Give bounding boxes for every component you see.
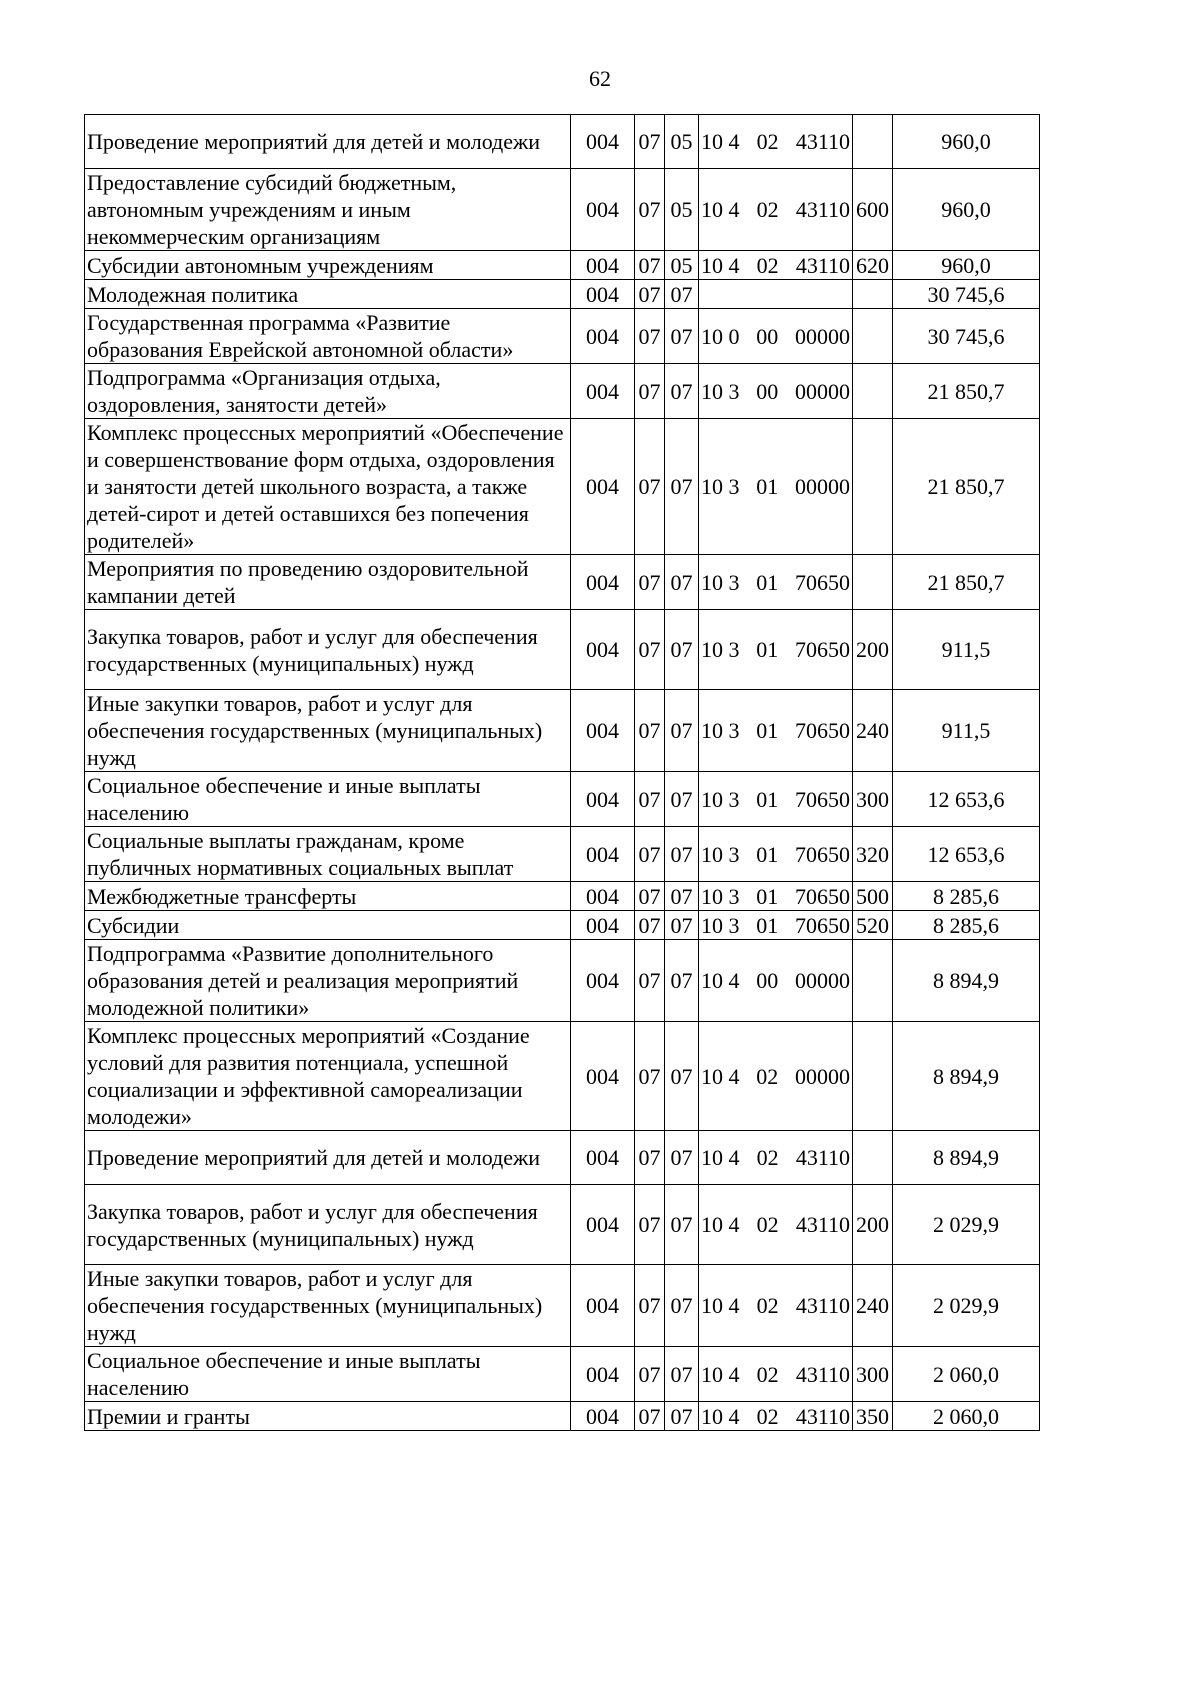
- table-row: [85, 911, 1040, 940]
- csr-part: 43110: [795, 1145, 850, 1170]
- csr-part: 01: [756, 474, 779, 499]
- csr-part: 10 3: [701, 378, 740, 404]
- row-csr-cell: [699, 610, 853, 690]
- row-rz-cell: 07: [635, 1185, 665, 1265]
- table-row: [85, 115, 1040, 169]
- row-csr-cell: [699, 827, 853, 882]
- row-name-cell: Проведение мероприятий для детей и молодежи: [85, 115, 571, 169]
- row-rz-cell: 07: [635, 827, 665, 882]
- row-name-cell: Социальные выплаты гражданам, кроме публичных нормативных социальных выплат: [85, 827, 571, 882]
- csr-part: 01: [756, 841, 779, 867]
- row-sum-cell: 8 285,6: [893, 911, 1040, 940]
- row-csr-cell: [699, 309, 853, 364]
- csr-part: 01: [756, 718, 779, 743]
- table-row: [85, 1022, 1040, 1131]
- row-sum-cell: 960,0: [893, 251, 1040, 280]
- row-sum-cell: 21 850,7: [893, 419, 1040, 555]
- row-csr-cell: [699, 115, 853, 169]
- csr-part: 02: [756, 1361, 779, 1387]
- row-csr-cell: [699, 419, 853, 555]
- row-csr-cell: [699, 1347, 853, 1402]
- row-rz-cell: 07: [635, 1347, 665, 1402]
- row-gr-cell: 004: [571, 772, 635, 827]
- row-vr-cell: 600: [853, 169, 893, 251]
- csr-part: 10 4: [701, 968, 740, 993]
- table-row: [85, 827, 1040, 882]
- budget-table: [84, 114, 1040, 1431]
- csr-code: [701, 1403, 850, 1430]
- row-sum-cell: 12 653,6: [893, 772, 1040, 827]
- row-name-cell: Межбюджетные трансферты: [85, 882, 571, 911]
- row-rz-cell: 07: [635, 1265, 665, 1347]
- csr-code: [701, 967, 850, 994]
- row-rz-cell: 07: [635, 280, 665, 309]
- row-pr-cell: 07: [665, 309, 699, 364]
- row-name-cell: Иные закупки товаров, работ и услуг для обеспечения государственных (муниципальных) нужд: [85, 690, 571, 772]
- row-vr-cell: 350: [853, 1402, 893, 1431]
- table-row: [85, 1347, 1040, 1402]
- csr-part: 00: [756, 378, 779, 404]
- csr-part: 43110: [795, 197, 850, 222]
- csr-part: 10 3: [701, 786, 740, 812]
- csr-part: 43110: [795, 1403, 850, 1429]
- table-row: [85, 882, 1040, 911]
- csr-part: 10 4: [701, 1403, 740, 1429]
- csr-part: 43110: [795, 252, 850, 278]
- row-vr-cell: [853, 309, 893, 364]
- row-name-cell: Субсидии: [85, 911, 571, 940]
- row-rz-cell: 07: [635, 911, 665, 940]
- row-name-cell: Мероприятия по проведению оздоровительной кампании детей: [85, 555, 571, 610]
- row-name-cell: Молодежная политика: [85, 280, 571, 309]
- row-sum-cell: 8 285,6: [893, 882, 1040, 911]
- csr-part: 00000: [795, 474, 850, 499]
- row-rz-cell: 07: [635, 940, 665, 1022]
- row-rz-cell: 07: [635, 115, 665, 169]
- row-vr-cell: [853, 419, 893, 555]
- csr-code: [701, 1292, 850, 1319]
- csr-part: 02: [756, 129, 779, 154]
- row-sum-cell: 8 894,9: [893, 1131, 1040, 1185]
- csr-part: 02: [756, 1145, 779, 1170]
- csr-code: [701, 378, 850, 405]
- csr-code: [701, 883, 850, 910]
- csr-code: [701, 569, 850, 596]
- csr-code: [701, 841, 850, 868]
- row-gr-cell: 004: [571, 940, 635, 1022]
- row-vr-cell: 240: [853, 1265, 893, 1347]
- row-vr-cell: [853, 364, 893, 419]
- row-gr-cell: 004: [571, 911, 635, 940]
- row-vr-cell: [853, 1131, 893, 1185]
- csr-code: [701, 1211, 850, 1238]
- csr-part: 01: [756, 883, 779, 909]
- csr-part: 10 4: [701, 252, 740, 278]
- row-pr-cell: 07: [665, 1131, 699, 1185]
- row-vr-cell: 620: [853, 251, 893, 280]
- row-pr-cell: 07: [665, 772, 699, 827]
- row-vr-cell: 300: [853, 772, 893, 827]
- row-name-cell: Социальное обеспечение и иные выплаты населению: [85, 772, 571, 827]
- row-vr-cell: [853, 280, 893, 309]
- row-sum-cell: 911,5: [893, 690, 1040, 772]
- row-sum-cell: 21 850,7: [893, 555, 1040, 610]
- row-name-cell: Комплекс процессных мероприятий «Обеспечение и совершенствование форм отдыха, оздоровления и занятости детей школьного возраста, а также детей-сирот и детей оставшихся без попечения родителей»: [85, 419, 571, 555]
- csr-code: [701, 1361, 850, 1388]
- row-rz-cell: 07: [635, 610, 665, 690]
- row-sum-cell: 30 745,6: [893, 309, 1040, 364]
- row-sum-cell: 21 850,7: [893, 364, 1040, 419]
- row-pr-cell: 07: [665, 364, 699, 419]
- row-name-cell: Подпрограмма «Развитие дополнительного образования детей и реализация мероприятий молодежной политики»: [85, 940, 571, 1022]
- csr-code: [701, 636, 850, 663]
- csr-part: 02: [756, 252, 779, 278]
- row-csr-cell: [699, 911, 853, 940]
- csr-part: 70650: [795, 883, 850, 909]
- row-pr-cell: 07: [665, 1402, 699, 1431]
- row-gr-cell: 004: [571, 1185, 635, 1265]
- csr-part: 70650: [795, 786, 850, 812]
- table-row: [85, 364, 1040, 419]
- csr-part: 00000: [795, 968, 850, 993]
- csr-part: 10 4: [701, 1063, 740, 1089]
- csr-part: 01: [756, 569, 779, 595]
- row-csr-cell: [699, 1265, 853, 1347]
- row-rz-cell: 07: [635, 364, 665, 419]
- csr-part: 02: [756, 1063, 779, 1089]
- table-row: [85, 1185, 1040, 1265]
- row-gr-cell: 004: [571, 1402, 635, 1431]
- row-name-cell: Закупка товаров, работ и услуг для обеспечения государственных (муниципальных) нужд: [85, 610, 571, 690]
- csr-part: 10 3: [701, 569, 740, 595]
- row-name-cell: Государственная программа «Развитие образования Еврейской автономной области»: [85, 309, 571, 364]
- row-sum-cell: 2 060,0: [893, 1402, 1040, 1431]
- csr-part: 02: [756, 197, 779, 222]
- row-sum-cell: 8 894,9: [893, 1022, 1040, 1131]
- row-gr-cell: 004: [571, 280, 635, 309]
- row-rz-cell: 07: [635, 690, 665, 772]
- row-rz-cell: 07: [635, 1131, 665, 1185]
- csr-part: 70650: [795, 569, 850, 595]
- row-sum-cell: 30 745,6: [893, 280, 1040, 309]
- row-gr-cell: 004: [571, 610, 635, 690]
- row-gr-cell: 004: [571, 827, 635, 882]
- csr-code: [701, 1063, 850, 1090]
- row-vr-cell: 500: [853, 882, 893, 911]
- csr-part: 00: [756, 968, 779, 993]
- csr-part: 02: [756, 1293, 779, 1318]
- row-gr-cell: 004: [571, 690, 635, 772]
- csr-code: [701, 323, 850, 350]
- csr-part: 70650: [795, 841, 850, 867]
- table-row: [85, 1265, 1040, 1347]
- table-row: [85, 280, 1040, 309]
- row-sum-cell: 911,5: [893, 610, 1040, 690]
- row-gr-cell: 004: [571, 1022, 635, 1131]
- csr-part: 10 4: [701, 1212, 740, 1237]
- csr-part: 10 4: [701, 1145, 740, 1170]
- row-sum-cell: 2 029,9: [893, 1265, 1040, 1347]
- row-pr-cell: 07: [665, 1347, 699, 1402]
- row-csr-cell: [699, 1402, 853, 1431]
- row-rz-cell: 07: [635, 1402, 665, 1431]
- row-vr-cell: 300: [853, 1347, 893, 1402]
- row-pr-cell: 07: [665, 419, 699, 555]
- row-name-cell: Проведение мероприятий для детей и молодежи: [85, 1131, 571, 1185]
- row-rz-cell: 07: [635, 419, 665, 555]
- row-rz-cell: 07: [635, 169, 665, 251]
- table-row: [85, 309, 1040, 364]
- row-gr-cell: 004: [571, 251, 635, 280]
- row-pr-cell: 07: [665, 1185, 699, 1265]
- row-name-cell: Социальное обеспечение и иные выплаты населению: [85, 1347, 571, 1402]
- row-sum-cell: 2 029,9: [893, 1185, 1040, 1265]
- csr-code: [701, 252, 850, 279]
- row-gr-cell: 004: [571, 115, 635, 169]
- csr-part: 00: [756, 323, 779, 349]
- row-vr-cell: 200: [853, 1185, 893, 1265]
- table-row: [85, 251, 1040, 280]
- csr-part: 01: [756, 637, 779, 662]
- row-pr-cell: 07: [665, 940, 699, 1022]
- csr-part: 00000: [795, 378, 850, 404]
- row-gr-cell: 004: [571, 1347, 635, 1402]
- csr-part: 10 3: [701, 718, 740, 743]
- row-csr-cell: [699, 772, 853, 827]
- row-vr-cell: 320: [853, 827, 893, 882]
- row-sum-cell: 12 653,6: [893, 827, 1040, 882]
- csr-part: 10 3: [701, 883, 740, 909]
- csr-part: 70650: [795, 637, 850, 662]
- csr-part: 02: [756, 1212, 779, 1237]
- table-row: [85, 419, 1040, 555]
- row-vr-cell: 520: [853, 911, 893, 940]
- page-number: 62: [589, 66, 611, 91]
- row-csr-cell: [699, 169, 853, 251]
- row-vr-cell: 200: [853, 610, 893, 690]
- row-csr-cell: [699, 1022, 853, 1131]
- row-vr-cell: [853, 940, 893, 1022]
- row-rz-cell: 07: [635, 1022, 665, 1131]
- table-row: [85, 1402, 1040, 1431]
- csr-part: 43110: [795, 129, 850, 154]
- csr-part: 10 3: [701, 637, 740, 662]
- csr-code: [701, 717, 850, 744]
- table-row: [85, 610, 1040, 690]
- csr-part: 10 4: [701, 129, 740, 154]
- csr-part: 43110: [795, 1293, 850, 1318]
- table-row: [85, 940, 1040, 1022]
- row-sum-cell: 960,0: [893, 115, 1040, 169]
- csr-code: [701, 473, 850, 500]
- csr-part: 10 3: [701, 474, 740, 499]
- row-vr-cell: [853, 115, 893, 169]
- csr-part: 00000: [795, 1063, 850, 1089]
- csr-code: [701, 786, 850, 813]
- row-csr-cell: [699, 280, 853, 309]
- row-sum-cell: 960,0: [893, 169, 1040, 251]
- csr-part: 02: [756, 1403, 779, 1429]
- row-rz-cell: 07: [635, 555, 665, 610]
- row-pr-cell: 07: [665, 827, 699, 882]
- row-rz-cell: 07: [635, 309, 665, 364]
- row-pr-cell: 05: [665, 169, 699, 251]
- row-pr-cell: 07: [665, 1022, 699, 1131]
- row-gr-cell: 004: [571, 882, 635, 911]
- row-pr-cell: 07: [665, 690, 699, 772]
- csr-code: [701, 128, 850, 155]
- csr-part: 00000: [795, 323, 850, 349]
- row-csr-cell: [699, 1185, 853, 1265]
- row-csr-cell: [699, 251, 853, 280]
- row-name-cell: Подпрограмма «Организация отдыха, оздоровления, занятости детей»: [85, 364, 571, 419]
- table-row: [85, 690, 1040, 772]
- row-name-cell: Субсидии автономным учреждениям: [85, 251, 571, 280]
- csr-part: 70650: [795, 912, 850, 938]
- row-pr-cell: 07: [665, 555, 699, 610]
- row-csr-cell: [699, 1131, 853, 1185]
- csr-part: 10 4: [701, 197, 740, 222]
- csr-part: 01: [756, 912, 779, 938]
- row-pr-cell: 07: [665, 1265, 699, 1347]
- row-rz-cell: 07: [635, 882, 665, 911]
- csr-part: 10 3: [701, 841, 740, 867]
- csr-code: [701, 912, 850, 939]
- row-pr-cell: 07: [665, 911, 699, 940]
- csr-part: 10 0: [701, 323, 740, 349]
- row-pr-cell: 05: [665, 251, 699, 280]
- table-row: [85, 555, 1040, 610]
- row-gr-cell: 004: [571, 1131, 635, 1185]
- row-gr-cell: 004: [571, 419, 635, 555]
- row-vr-cell: 240: [853, 690, 893, 772]
- csr-part: 01: [756, 786, 779, 812]
- csr-part: 70650: [795, 718, 850, 743]
- row-csr-cell: [699, 882, 853, 911]
- row-gr-cell: 004: [571, 555, 635, 610]
- row-sum-cell: 2 060,0: [893, 1347, 1040, 1402]
- row-csr-cell: [699, 555, 853, 610]
- row-csr-cell: [699, 690, 853, 772]
- csr-code: [701, 1144, 850, 1171]
- row-name-cell: Иные закупки товаров, работ и услуг для обеспечения государственных (муниципальных) нужд: [85, 1265, 571, 1347]
- row-pr-cell: 05: [665, 115, 699, 169]
- row-rz-cell: 07: [635, 772, 665, 827]
- table-row: [85, 772, 1040, 827]
- row-gr-cell: 004: [571, 1265, 635, 1347]
- table-row: [85, 169, 1040, 251]
- csr-part: 10 3: [701, 912, 740, 938]
- row-sum-cell: 8 894,9: [893, 940, 1040, 1022]
- row-pr-cell: 07: [665, 610, 699, 690]
- row-name-cell: Комплекс процессных мероприятий «Создание условий для развития потенциала, успешной социализации и эффективной самореализации молодежи»: [85, 1022, 571, 1131]
- csr-code: [701, 196, 850, 223]
- row-name-cell: Премии и гранты: [85, 1402, 571, 1431]
- row-gr-cell: 004: [571, 309, 635, 364]
- row-csr-cell: [699, 364, 853, 419]
- row-gr-cell: 004: [571, 364, 635, 419]
- row-pr-cell: 07: [665, 882, 699, 911]
- row-vr-cell: [853, 1022, 893, 1131]
- row-name-cell: Предоставление субсидий бюджетным, автономным учреждениям и иным некоммерческим организациям: [85, 169, 571, 251]
- row-csr-cell: [699, 940, 853, 1022]
- csr-part: 43110: [795, 1212, 850, 1237]
- row-name-cell: Закупка товаров, работ и услуг для обеспечения государственных (муниципальных) нужд: [85, 1185, 571, 1265]
- csr-part: 10 4: [701, 1293, 740, 1318]
- table-row: [85, 1131, 1040, 1185]
- row-pr-cell: 07: [665, 280, 699, 309]
- csr-part: 10 4: [701, 1361, 740, 1387]
- csr-part: 43110: [795, 1361, 850, 1387]
- row-vr-cell: [853, 555, 893, 610]
- row-rz-cell: 07: [635, 251, 665, 280]
- row-gr-cell: 004: [571, 169, 635, 251]
